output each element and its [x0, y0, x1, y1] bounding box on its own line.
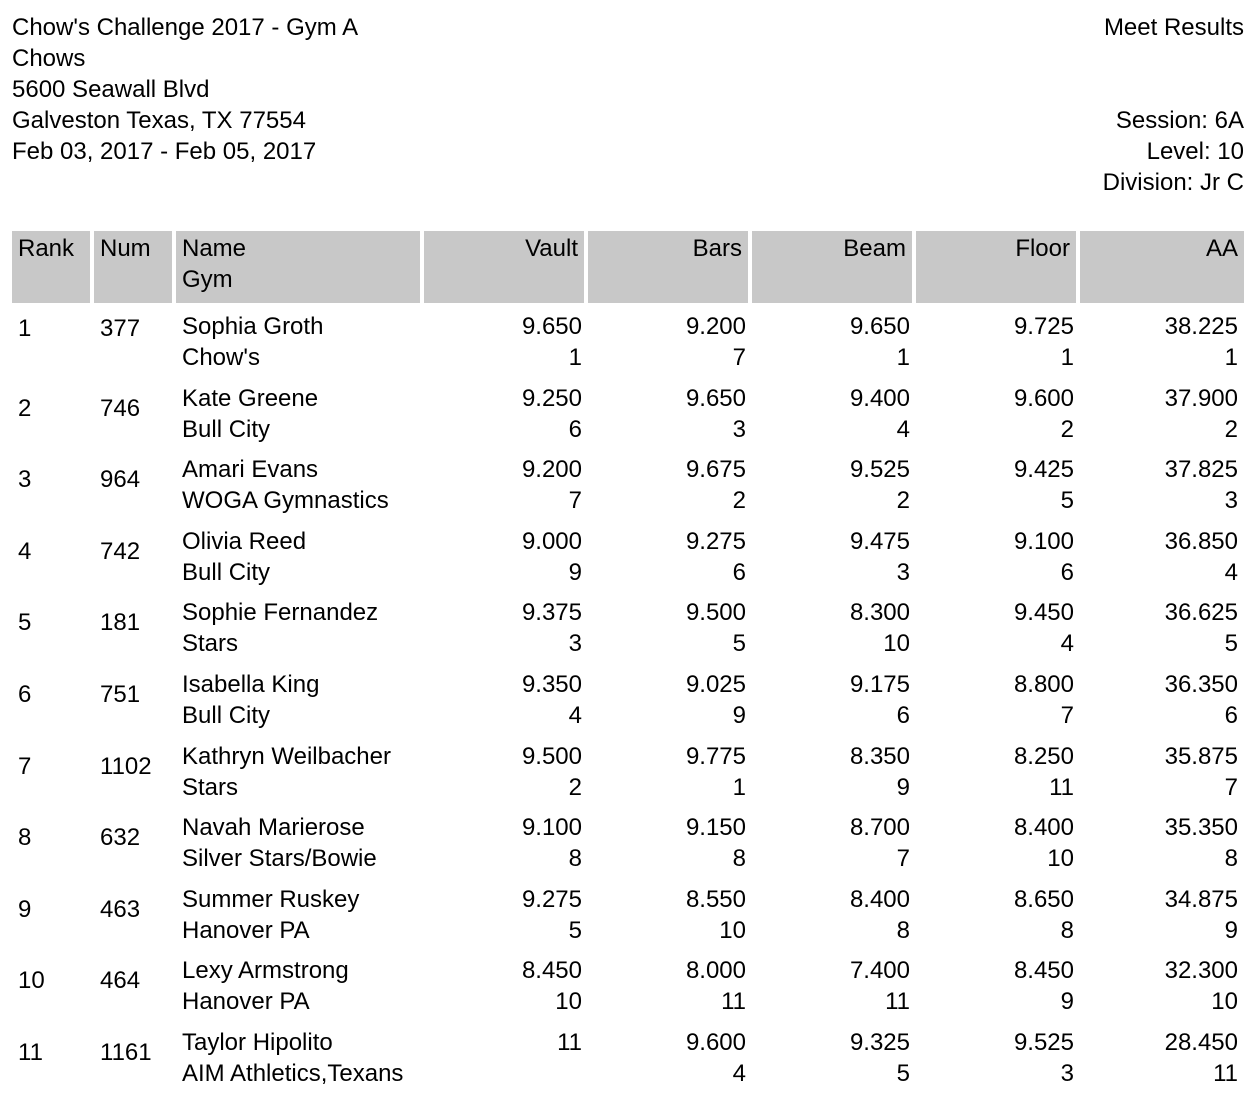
table-row — [12, 884, 1244, 956]
table-row — [12, 1027, 1244, 1099]
vault-score: 9.275 — [521, 885, 582, 913]
vault-cell — [424, 383, 588, 455]
gym-name: Stars — [182, 773, 239, 801]
floor-score: 8.250 — [1013, 742, 1074, 770]
bars-score: 9.275 — [685, 527, 746, 555]
beam-score: 9.525 — [849, 456, 910, 484]
beam-place: 1 — [896, 344, 910, 371]
num-cell — [94, 884, 176, 956]
athlete-name: Amari Evans — [182, 456, 319, 484]
table-row — [12, 526, 1244, 598]
vault-score: 9.500 — [521, 742, 582, 770]
vault-cell — [424, 454, 588, 526]
table-row — [12, 383, 1244, 455]
athlete-name: Taylor Hipolito — [182, 1028, 333, 1056]
athlete-name: Summer Ruskey — [182, 885, 360, 913]
bars-cell — [588, 454, 752, 526]
vault-place: 7 — [568, 487, 582, 515]
results-body — [12, 303, 1244, 1099]
bars-place: 2 — [732, 487, 746, 515]
num-value: 751 — [100, 680, 141, 708]
num-value: 742 — [100, 537, 141, 565]
beam-place: 7 — [896, 845, 910, 873]
num-value: 1102 — [100, 752, 152, 780]
meet-info — [12, 12, 358, 167]
beam-score: 9.325 — [849, 1028, 910, 1056]
rank-cell — [12, 383, 94, 455]
rank-cell — [12, 1027, 94, 1099]
name-gym-cell — [176, 454, 424, 526]
aa-cell — [1080, 669, 1244, 741]
rank-value: 2 — [18, 394, 32, 422]
num-cell — [94, 303, 176, 383]
aa-score: 36.625 — [1164, 599, 1238, 627]
column-header-name-label: Name — [182, 235, 247, 262]
aa-score: 35.875 — [1164, 742, 1238, 770]
table-row — [12, 597, 1244, 669]
table-row — [12, 454, 1244, 526]
aa-place: 5 — [1224, 630, 1238, 658]
num-cell — [94, 526, 176, 598]
gym-name: Silver Stars/Bowie — [182, 845, 377, 873]
aa-score: 28.450 — [1164, 1028, 1238, 1056]
table-row — [12, 741, 1244, 813]
num-value: 463 — [100, 895, 141, 923]
floor-cell — [916, 812, 1080, 884]
floor-place: 5 — [1060, 487, 1074, 515]
report-info — [1103, 12, 1244, 198]
beam-score: 7.400 — [849, 957, 910, 985]
beam-place: 6 — [896, 701, 910, 729]
aa-cell — [1080, 383, 1244, 455]
gym-name: Bull City — [182, 701, 271, 729]
name-gym-cell — [176, 303, 424, 383]
rank-value: 11 — [18, 1038, 43, 1066]
table-row — [12, 669, 1244, 741]
table-row — [12, 303, 1244, 383]
rank-value: 3 — [18, 466, 32, 494]
floor-cell — [916, 303, 1080, 383]
meet-host: Chows — [12, 45, 86, 72]
beam-cell — [752, 454, 916, 526]
floor-place: 7 — [1060, 701, 1074, 729]
bars-place: 6 — [732, 558, 746, 586]
beam-place: 5 — [896, 1059, 910, 1087]
meet-title: Chow's Challenge 2017 - Gym A — [12, 14, 359, 41]
bars-place: 1 — [732, 773, 746, 801]
num-cell — [94, 812, 176, 884]
bars-place: 4 — [732, 1059, 746, 1087]
aa-place: 3 — [1224, 487, 1238, 515]
floor-place: 10 — [1047, 845, 1074, 873]
beam-cell — [752, 526, 916, 598]
bars-score: 9.600 — [685, 1028, 746, 1056]
rank-value: 5 — [18, 609, 32, 637]
athlete-name: Olivia Reed — [182, 527, 307, 555]
athlete-name: Kate Greene — [182, 384, 319, 412]
name-gym-cell — [176, 1027, 424, 1099]
vault-place: 10 — [555, 988, 582, 1016]
name-gym-cell — [176, 884, 424, 956]
gym-name: Bull City — [182, 558, 271, 586]
division-label: Division: Jr C — [1102, 169, 1244, 196]
bars-cell — [588, 1027, 752, 1099]
floor-place: 6 — [1060, 558, 1074, 586]
level-label: Level: 10 — [1146, 138, 1244, 165]
aa-cell — [1080, 812, 1244, 884]
bars-score: 9.675 — [685, 456, 746, 484]
beam-score: 8.300 — [849, 599, 910, 627]
rank-value: 8 — [18, 824, 32, 852]
floor-cell — [916, 597, 1080, 669]
beam-cell — [752, 884, 916, 956]
num-cell — [94, 669, 176, 741]
floor-score: 9.425 — [1013, 456, 1074, 484]
beam-cell — [752, 597, 916, 669]
aa-cell — [1080, 884, 1244, 956]
vault-place: 5 — [568, 916, 582, 944]
bars-place: 10 — [719, 916, 746, 944]
aa-place: 7 — [1224, 773, 1238, 801]
vault-place: 1 — [568, 344, 582, 371]
beam-place: 11 — [885, 988, 910, 1016]
bars-score: 9.650 — [685, 384, 746, 412]
floor-cell — [916, 383, 1080, 455]
rank-cell — [12, 597, 94, 669]
aa-place: 11 — [1213, 1059, 1238, 1087]
vault-cell — [424, 741, 588, 813]
rank-value: 1 — [18, 315, 32, 342]
bars-score: 9.775 — [685, 742, 746, 770]
bars-cell — [588, 669, 752, 741]
rank-value: 9 — [18, 895, 32, 923]
aa-cell — [1080, 741, 1244, 813]
num-cell — [94, 454, 176, 526]
name-gym-cell — [176, 383, 424, 455]
aa-score: 37.825 — [1164, 456, 1238, 484]
floor-cell — [916, 884, 1080, 956]
meet-address: 5600 Seawall Blvd — [12, 76, 210, 103]
gym-name: Chow's — [182, 344, 260, 371]
vault-cell — [424, 955, 588, 1027]
rank-cell — [12, 303, 94, 383]
column-header-name — [176, 231, 424, 303]
floor-cell — [916, 454, 1080, 526]
aa-place: 4 — [1224, 558, 1238, 586]
vault-place: 9 — [568, 558, 582, 586]
rank-cell — [12, 812, 94, 884]
floor-score: 8.400 — [1013, 814, 1074, 842]
bars-place: 8 — [732, 845, 746, 873]
num-cell — [94, 1027, 176, 1099]
beam-place: 8 — [896, 916, 910, 944]
session-label: Session: 6A — [1115, 107, 1244, 134]
floor-place: 8 — [1060, 916, 1074, 944]
bars-place: 3 — [732, 415, 746, 443]
aa-score: 37.900 — [1164, 384, 1238, 412]
aa-place: 6 — [1224, 701, 1238, 729]
vault-cell — [424, 526, 588, 598]
athlete-name: Kathryn Weilbacher — [182, 742, 391, 770]
vault-cell — [424, 303, 588, 383]
beam-cell — [752, 812, 916, 884]
beam-place: 9 — [896, 773, 910, 801]
vault-place: 6 — [568, 415, 582, 443]
bars-score: 9.025 — [685, 670, 746, 698]
floor-place: 3 — [1060, 1059, 1074, 1087]
floor-place: 2 — [1060, 415, 1074, 443]
bars-score: 8.550 — [685, 885, 746, 913]
athlete-name: Navah Marierose — [182, 814, 365, 842]
beam-cell — [752, 1027, 916, 1099]
name-gym-cell — [176, 526, 424, 598]
bars-place: 7 — [732, 344, 746, 371]
rank-cell — [12, 955, 94, 1027]
gym-name: AIM Athletics,Texans — [182, 1059, 404, 1087]
gym-name: Stars — [182, 630, 239, 658]
vault-cell — [424, 812, 588, 884]
vault-score: 9.100 — [521, 814, 582, 842]
column-header-gym-label: Gym — [182, 266, 233, 293]
gym-name: Bull City — [182, 415, 271, 443]
column-header-aa: AA — [1080, 231, 1244, 303]
vault-score: 8.450 — [521, 957, 582, 985]
num-value: 1161 — [100, 1038, 152, 1066]
athlete-name: Isabella King — [182, 670, 320, 698]
aa-cell — [1080, 526, 1244, 598]
vault-score: 9.000 — [521, 527, 582, 555]
beam-score: 9.475 — [849, 527, 910, 555]
bars-score: 9.150 — [685, 814, 746, 842]
beam-place: 2 — [896, 487, 910, 515]
meet-city: Galveston Texas, TX 77554 — [12, 107, 306, 134]
beam-place: 3 — [896, 558, 910, 586]
rank-cell — [12, 454, 94, 526]
athlete-name: Sophia Groth — [182, 313, 324, 340]
gym-name: Hanover PA — [182, 916, 310, 944]
bars-cell — [588, 955, 752, 1027]
vault-cell — [424, 597, 588, 669]
bars-place: 9 — [732, 701, 746, 729]
bars-cell — [588, 383, 752, 455]
bars-cell — [588, 597, 752, 669]
num-cell — [94, 741, 176, 813]
num-value: 746 — [100, 394, 141, 422]
bars-score: 9.500 — [685, 599, 746, 627]
vault-cell — [424, 884, 588, 956]
name-gym-cell — [176, 812, 424, 884]
bars-cell — [588, 741, 752, 813]
aa-cell — [1080, 454, 1244, 526]
bars-score: 8.000 — [685, 957, 746, 985]
meet-dates: Feb 03, 2017 - Feb 05, 2017 — [12, 138, 317, 165]
floor-score: 8.800 — [1013, 670, 1074, 698]
aa-score: 36.850 — [1164, 527, 1238, 555]
rank-value: 7 — [18, 752, 32, 780]
beam-place: 4 — [896, 415, 910, 443]
column-header-floor: Floor — [916, 231, 1080, 303]
aa-cell — [1080, 1027, 1244, 1099]
floor-cell — [916, 741, 1080, 813]
aa-score: 38.225 — [1164, 313, 1238, 340]
rank-value: 4 — [18, 537, 32, 565]
vault-place: 2 — [568, 773, 582, 801]
bars-score: 9.200 — [685, 313, 746, 340]
num-value: 377 — [100, 315, 141, 342]
num-value: 964 — [100, 466, 141, 494]
aa-score: 35.350 — [1164, 814, 1238, 842]
beam-score: 8.400 — [849, 885, 910, 913]
num-cell — [94, 955, 176, 1027]
vault-score: 9.200 — [521, 456, 582, 484]
vault-score: 11 — [557, 1028, 582, 1056]
floor-score: 9.725 — [1013, 313, 1074, 340]
floor-cell — [916, 526, 1080, 598]
rank-cell — [12, 669, 94, 741]
name-gym-cell — [176, 955, 424, 1027]
beam-score: 9.175 — [849, 670, 910, 698]
bars-place: 5 — [732, 630, 746, 658]
vault-cell — [424, 669, 588, 741]
beam-cell — [752, 669, 916, 741]
athlete-name: Sophie Fernandez — [182, 599, 379, 627]
floor-place: 4 — [1060, 630, 1074, 658]
num-cell — [94, 383, 176, 455]
aa-place: 2 — [1224, 415, 1238, 443]
floor-cell — [916, 955, 1080, 1027]
aa-score: 32.300 — [1164, 957, 1238, 985]
beam-cell — [752, 383, 916, 455]
aa-cell — [1080, 955, 1244, 1027]
beam-score: 8.350 — [849, 742, 910, 770]
num-value: 181 — [100, 609, 141, 637]
name-gym-cell — [176, 741, 424, 813]
vault-score: 9.250 — [521, 384, 582, 412]
bars-cell — [588, 812, 752, 884]
gym-name: Hanover PA — [182, 988, 310, 1016]
floor-place: 9 — [1060, 988, 1074, 1016]
column-header-rank: Rank — [12, 231, 94, 303]
floor-score: 9.600 — [1013, 384, 1074, 412]
beam-cell — [752, 303, 916, 383]
vault-score: 9.350 — [521, 670, 582, 698]
column-header-num: Num — [94, 231, 176, 303]
vault-place: 4 — [568, 701, 582, 729]
aa-place: 8 — [1224, 845, 1238, 873]
column-header-vault: Vault — [424, 231, 588, 303]
column-header-beam: Beam — [752, 231, 916, 303]
table-row — [12, 812, 1244, 884]
column-header-bars: Bars — [588, 231, 752, 303]
rank-cell — [12, 884, 94, 956]
aa-score: 36.350 — [1164, 670, 1238, 698]
floor-score: 8.450 — [1013, 957, 1074, 985]
beam-score: 8.700 — [849, 814, 910, 842]
vault-place: 3 — [568, 630, 582, 658]
rank-value: 10 — [18, 967, 45, 995]
gym-name: WOGA Gymnastics — [182, 487, 389, 515]
report-type: Meet Results — [1103, 14, 1244, 41]
athlete-name: Lexy Armstrong — [182, 957, 349, 985]
aa-cell — [1080, 597, 1244, 669]
beam-cell — [752, 741, 916, 813]
results-table — [12, 231, 1244, 1099]
vault-cell — [424, 1027, 588, 1099]
floor-score: 9.100 — [1013, 527, 1074, 555]
floor-cell — [916, 669, 1080, 741]
aa-score: 34.875 — [1164, 885, 1238, 913]
bars-place: 11 — [721, 988, 746, 1016]
rank-cell — [12, 741, 94, 813]
name-gym-cell — [176, 669, 424, 741]
floor-score: 9.450 — [1013, 599, 1074, 627]
rank-cell — [12, 526, 94, 598]
aa-cell — [1080, 303, 1244, 383]
vault-score: 9.375 — [521, 599, 582, 627]
table-header-row — [12, 231, 1244, 303]
vault-place: 8 — [568, 845, 582, 873]
vault-score: 9.650 — [521, 313, 582, 340]
num-value: 632 — [100, 824, 141, 852]
aa-place: 10 — [1211, 988, 1238, 1016]
floor-score: 8.650 — [1013, 885, 1074, 913]
floor-score: 9.525 — [1013, 1028, 1074, 1056]
table-row — [12, 955, 1244, 1027]
vault-place — [430, 1058, 582, 1089]
floor-cell — [916, 1027, 1080, 1099]
beam-place: 10 — [883, 630, 910, 658]
bars-cell — [588, 526, 752, 598]
beam-score: 9.650 — [849, 313, 910, 340]
header-spacer — [1103, 43, 1244, 105]
bars-cell — [588, 884, 752, 956]
rank-value: 6 — [18, 680, 32, 708]
aa-place: 9 — [1224, 916, 1238, 944]
beam-score: 9.400 — [849, 384, 910, 412]
num-value: 464 — [100, 967, 141, 995]
num-cell — [94, 597, 176, 669]
aa-place: 1 — [1224, 344, 1238, 371]
floor-place: 1 — [1060, 344, 1074, 371]
name-gym-cell — [176, 597, 424, 669]
bars-cell — [588, 303, 752, 383]
beam-cell — [752, 955, 916, 1027]
floor-place: 11 — [1049, 773, 1074, 801]
